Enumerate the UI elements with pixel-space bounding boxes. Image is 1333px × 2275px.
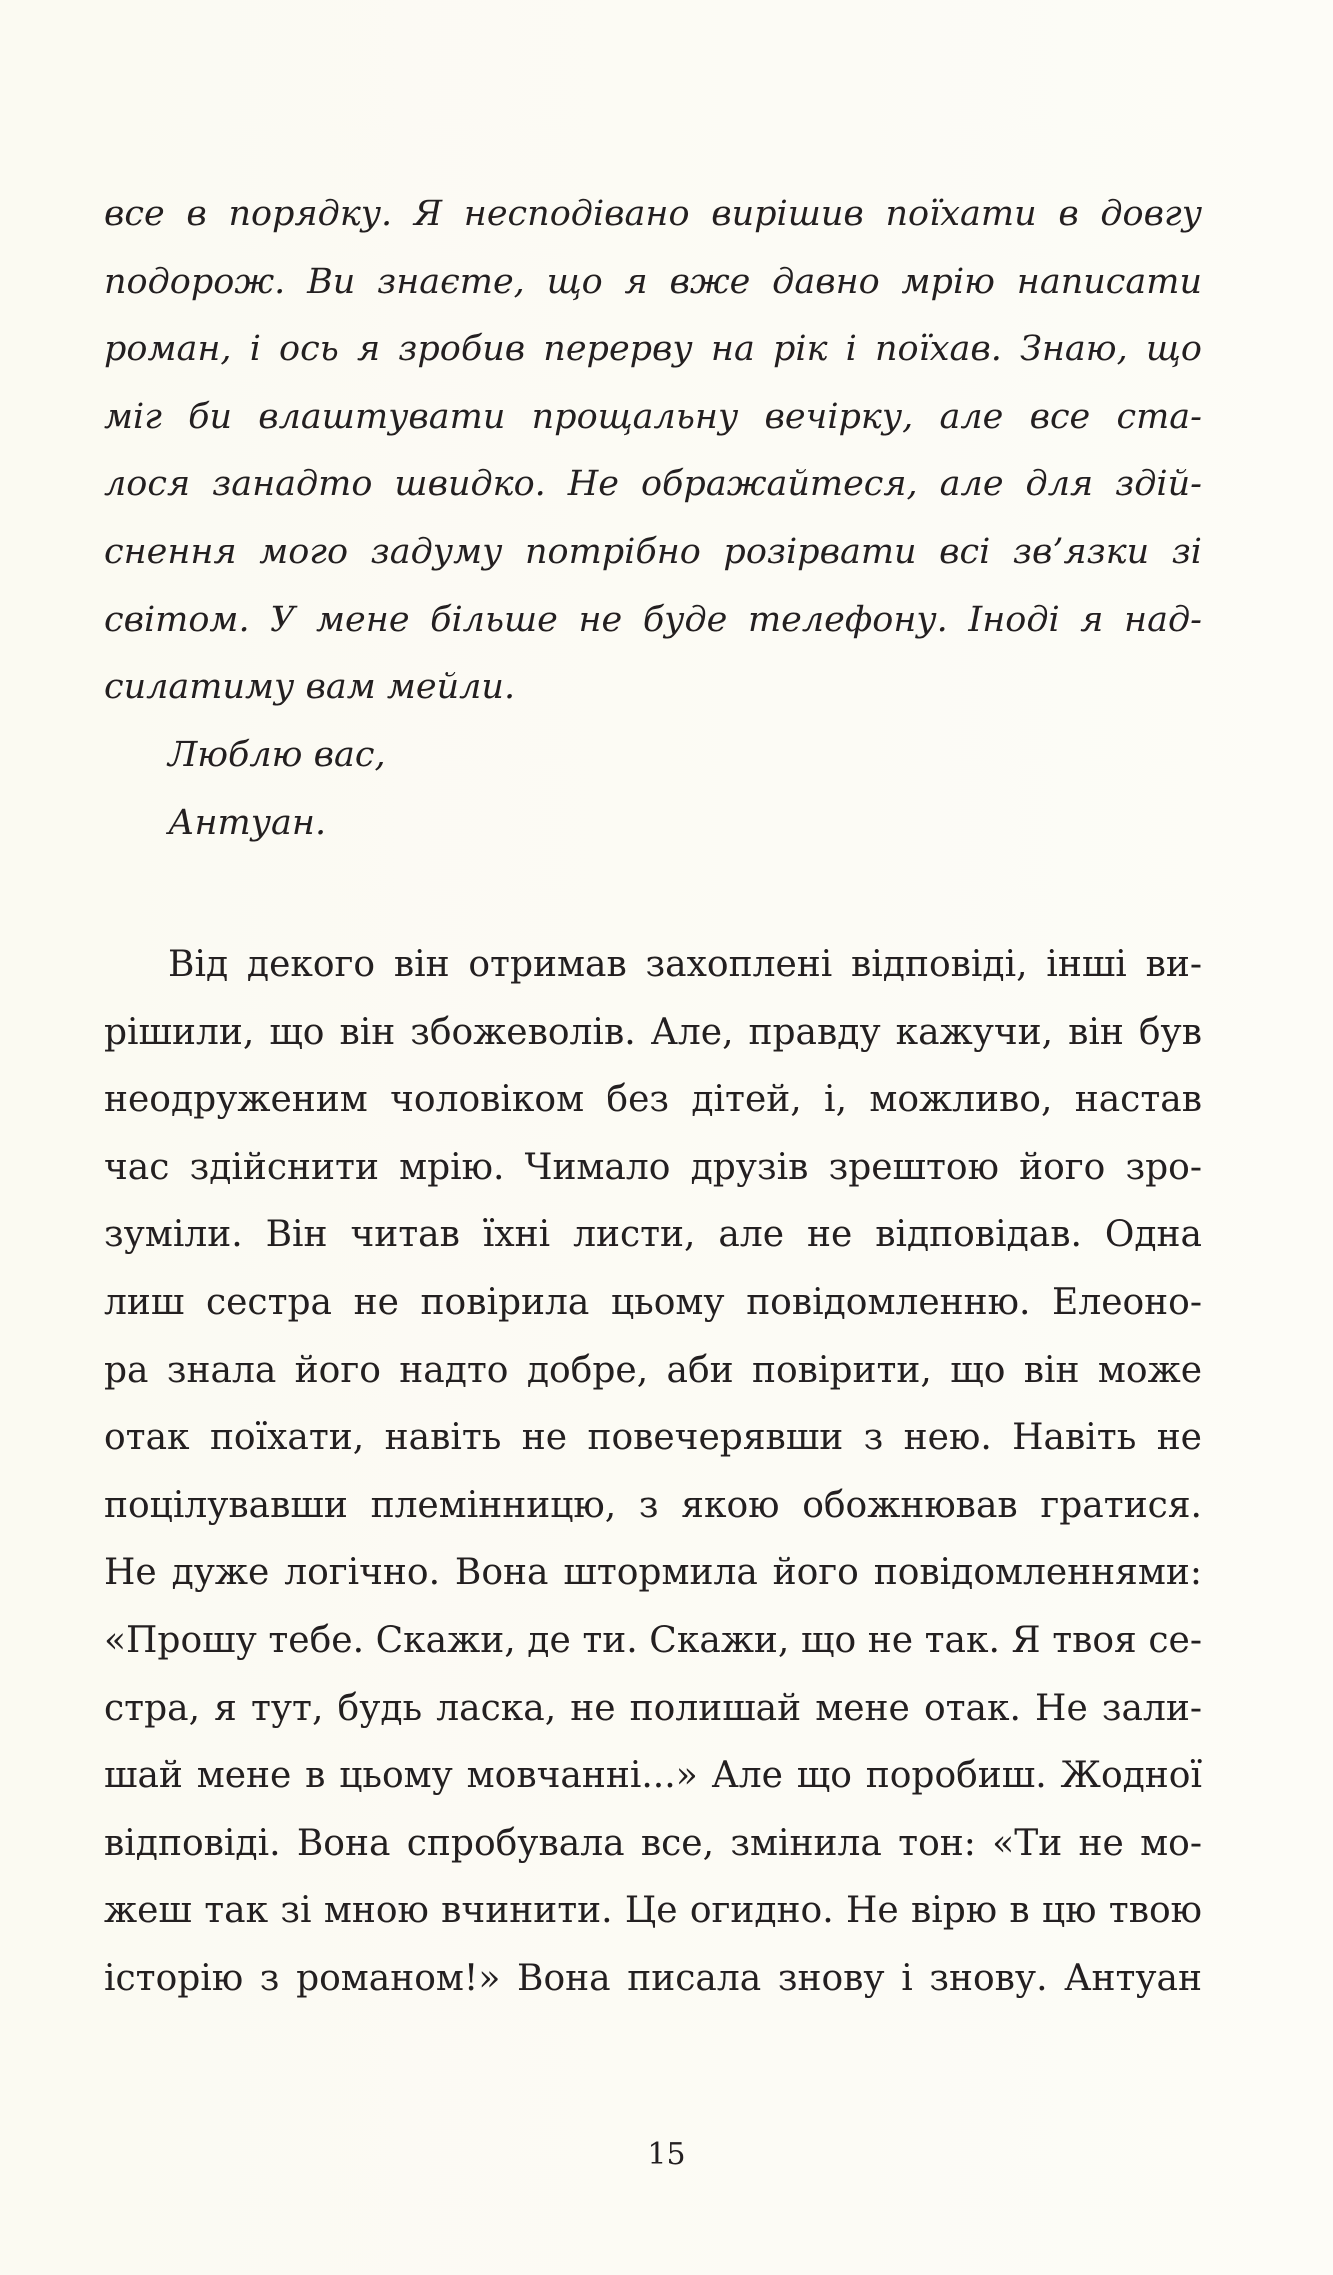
paragraph-line: неодруженим чоловіком без дітей, і, можливо, настав xyxy=(104,1079,1202,1121)
letter-signature: Антуан. xyxy=(168,802,327,843)
paragraph-line: зуміли. Він читав їхні листи, але не відповідав. Одна xyxy=(104,1214,1202,1256)
paragraph-line: Не дуже логічно. Вона штормила його повідомленнями: xyxy=(104,1552,1202,1594)
paragraph-line: «Прошу тебе. Скажи, де ти. Скажи, що не так. Я твоя се- xyxy=(104,1619,1202,1661)
letter-line: силатиму вам мейли. xyxy=(104,667,516,708)
letter-text xyxy=(104,181,1202,722)
page-number: 15 xyxy=(647,2137,686,2172)
paragraph-line: відповіді. Вона спробувала все, змінила тон: «Ти не мо- xyxy=(104,1822,1202,1864)
paragraph-line: ра знала його надто добре, аби повірити, що він може xyxy=(104,1349,1202,1391)
letter-line: лося занадто швидко. Не ображайтеся, але для здій- xyxy=(104,464,1202,505)
paragraph-line: шай мене в цьому мовчанні...» Але що поробиш. Жодної xyxy=(104,1755,1202,1797)
paragraph-line: жеш так зі мною вчинити. Це огидно. Не вірю в цю твою xyxy=(104,1890,1202,1932)
narrative-paragraph xyxy=(104,931,1202,2013)
paragraph-line: лиш сестра не повірила цьому повідомленню. Елеоно- xyxy=(104,1281,1202,1323)
paragraph-line: поцілувавши племінницю, з якою обожнював гратися. xyxy=(104,1484,1202,1526)
paragraph-line: час здійснити мрію. Чимало друзів зрештою його зро- xyxy=(104,1146,1202,1188)
paragraph-line: історію з романом!» Вона писала знову і знову. Антуан xyxy=(104,1957,1202,1999)
letter-signoff xyxy=(104,722,1202,857)
letter-line: міг би влаштувати прощальну вечірку, але все ста- xyxy=(104,396,1202,437)
paragraph-line: Від декого він отримав захоплені відповіді, інші ви- xyxy=(168,944,1202,985)
letter-line: снення мого задуму потрібно розірвати всі зв’язки зі xyxy=(104,531,1202,572)
letter-line: подорож. Ви знаєте, що я вже давно мрію написати xyxy=(104,261,1202,302)
paragraph-line: рішили, що він збожеволів. Але, правду кажучи, він був xyxy=(104,1011,1202,1053)
letter-line: все в порядку. Я несподівано вирішив поїхати в довгу xyxy=(104,194,1202,234)
paragraph-line: стра, я тут, будь ласка, не полишай мене отак. Не зали- xyxy=(104,1687,1202,1729)
letter-closing: Люблю вас, xyxy=(168,735,386,775)
letter-line: світом. У мене більше не буде телефону. Іноді я над- xyxy=(104,599,1202,640)
paragraph-line: отак поїхати, навіть не повечерявши з нею. Навіть не xyxy=(104,1417,1202,1459)
letter-line: роман, і ось я зробив перерву на рік і поїхав. Знаю, що xyxy=(104,329,1202,370)
